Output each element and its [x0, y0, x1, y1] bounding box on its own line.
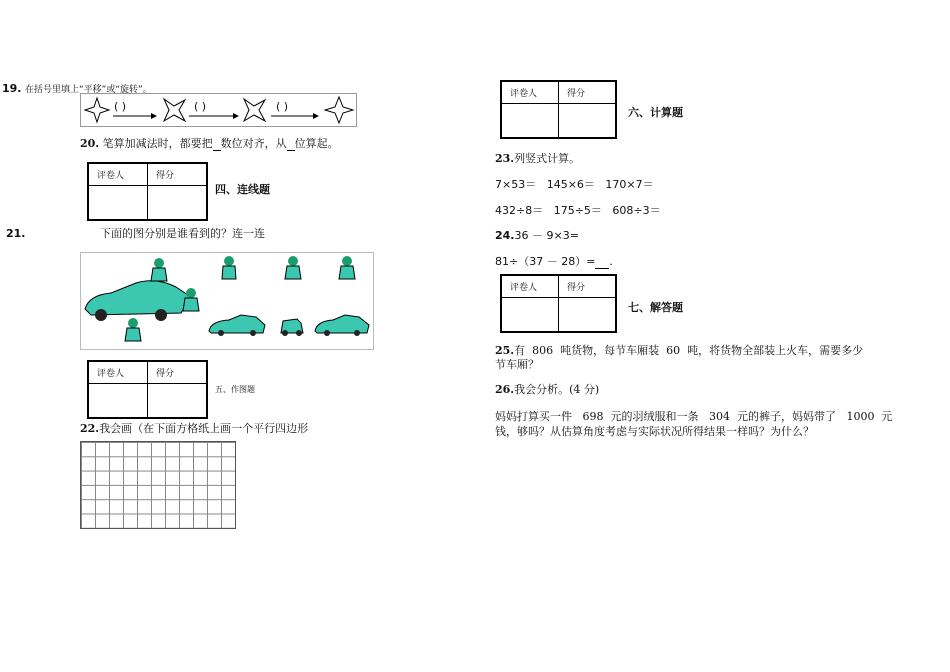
- score-box-7: [500, 274, 617, 333]
- question-text: 列竖式计算。: [514, 152, 581, 165]
- question-text: 36 － 9×3=: [514, 229, 579, 242]
- reviewer-label: 评卷人: [89, 362, 148, 384]
- q21-picture-svg: [81, 253, 373, 349]
- expression: 81÷（37 － 28）=: [495, 255, 596, 268]
- car-side-icon: [315, 315, 369, 336]
- section-heading-5: 五、作图题: [215, 385, 255, 394]
- question-text: 我会分析。(4 分): [514, 383, 600, 396]
- question-number: 25.: [495, 344, 515, 357]
- period: .: [609, 255, 613, 268]
- star-4point-tilted-icon: [164, 99, 185, 121]
- reviewer-cell[interactable]: [502, 104, 559, 138]
- reviewer-label: 评卷人: [89, 164, 148, 186]
- question-number: 21.: [6, 227, 26, 240]
- score-cell[interactable]: [148, 384, 207, 418]
- answer-blank[interactable]: [595, 255, 609, 269]
- score-cell[interactable]: [148, 186, 207, 220]
- reviewer-label: 评卷人: [502, 276, 559, 298]
- arrow-icon: [189, 113, 239, 119]
- q23-row-1: 7×53＝ 145×6＝ 170×7＝: [495, 178, 654, 191]
- score-label: 得分: [148, 362, 207, 384]
- arrow-icon: [113, 113, 157, 119]
- question-number: 19.: [2, 82, 22, 95]
- car-large-icon: [85, 281, 191, 321]
- score-cell[interactable]: [559, 298, 616, 332]
- question-number: 26.: [495, 383, 515, 396]
- car-side-icon: [209, 315, 265, 336]
- reviewer-cell[interactable]: [502, 298, 559, 332]
- answer-blank-2[interactable]: [287, 137, 295, 151]
- child-icon: [183, 288, 199, 311]
- section-heading-6: 六、计算题: [628, 106, 683, 119]
- answer-blank-1[interactable]: [213, 137, 221, 151]
- q22: [80, 420, 308, 436]
- answer-blank-2[interactable]: ( ): [194, 100, 207, 113]
- answer-blank-3[interactable]: ( ): [276, 100, 289, 113]
- question-number: 24.: [495, 229, 515, 242]
- score-label: 得分: [148, 164, 207, 186]
- q19-figure: [80, 93, 357, 127]
- q24-line-2: [495, 253, 613, 269]
- section-heading-7: 七、解答题: [628, 301, 683, 314]
- reviewer-cell[interactable]: [89, 186, 148, 220]
- q20: [80, 135, 339, 151]
- score-box-6: [500, 80, 617, 139]
- question-number: 20.: [80, 137, 100, 150]
- child-icon: [151, 258, 167, 281]
- answer-blank-1[interactable]: ( ): [114, 100, 127, 113]
- score-label: 得分: [559, 82, 616, 104]
- arrow-icon: [271, 113, 319, 119]
- question-text: 在括号里填上“平移”或“旋转”。: [25, 85, 152, 95]
- section-heading-4: 四、连线题: [215, 183, 270, 196]
- child-icon: [285, 256, 301, 279]
- question-text: 有 806 吨货物，每节车厢装 60 吨，将货物全部装上火车，需要多少: [514, 344, 864, 357]
- score-cell[interactable]: [559, 104, 616, 138]
- q23-row-2: 432÷8＝ 175÷5＝ 608÷3＝: [495, 204, 661, 217]
- car-front-icon: [281, 319, 303, 336]
- score-box-4: [87, 162, 208, 221]
- score-box-5: [87, 360, 208, 419]
- q26: [495, 381, 599, 397]
- question-text: 我会画（在下面方格纸上画一个平行四边形: [99, 422, 309, 435]
- score-label: 得分: [559, 276, 616, 298]
- q24: [495, 227, 579, 243]
- question-number: 23.: [495, 152, 515, 165]
- question-text-a: 笔算加减法时，都要把: [102, 137, 213, 150]
- q21-picture: [80, 252, 374, 350]
- question-text-b: 数位对齐，从: [220, 137, 287, 150]
- q25-line-1: [495, 342, 863, 358]
- q23: [495, 150, 580, 166]
- child-back-icon: [222, 256, 236, 279]
- child-icon: [125, 318, 141, 341]
- grid-paper[interactable]: [80, 441, 236, 529]
- question-number: 22.: [80, 422, 100, 435]
- reviewer-cell[interactable]: [89, 384, 148, 418]
- question-text: 下面的图分别是谁看到的？连一连: [100, 227, 265, 240]
- q26-line-1: 妈妈打算买一件 698 元的羽绒服和一条 304 元的裤子，妈妈带了 1000 元: [495, 410, 893, 423]
- star-4point-icon: [85, 98, 109, 122]
- q25-line-2: 节车厢？: [495, 358, 539, 371]
- star-4point-icon: [325, 97, 353, 123]
- reviewer-label: 评卷人: [502, 82, 559, 104]
- child-icon: [339, 256, 355, 279]
- star-4point-tilted-icon: [244, 99, 265, 121]
- q26-line-2: 钱，够吗？从估算角度考虑与实际状况所得结果一样吗？为什么？: [495, 425, 814, 438]
- question-text-c: 位算起。: [294, 137, 339, 150]
